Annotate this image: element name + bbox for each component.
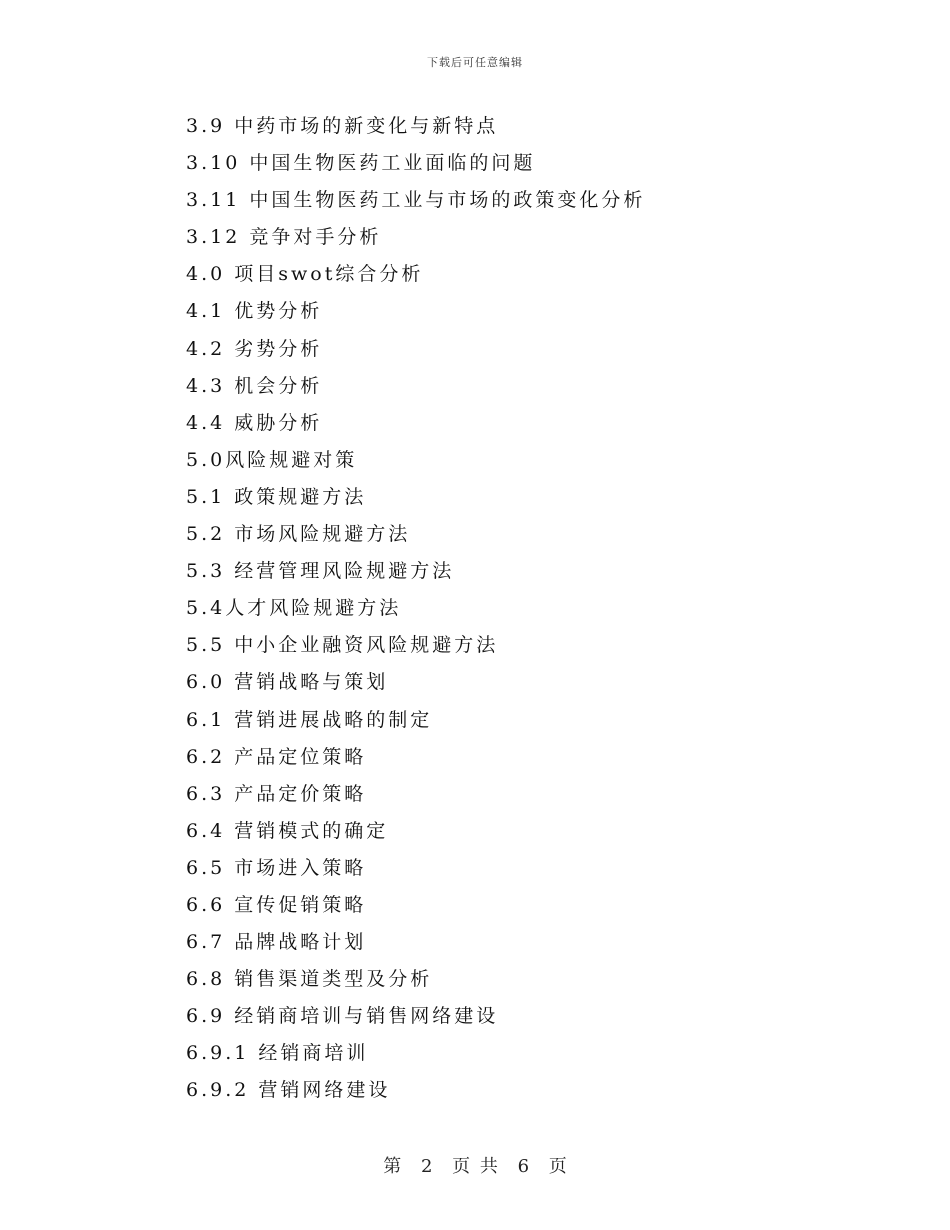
- page-footer-suffix: 页: [548, 1156, 567, 1177]
- table-of-contents: [186, 108, 886, 1110]
- toc-item: 3.9 中药市场的新变化与新特点: [186, 115, 499, 137]
- toc-item: 6.5 市场进入策略: [186, 856, 367, 879]
- toc-item: 6.4 营销模式的确定: [186, 819, 389, 842]
- page-footer-middle: 页 共: [452, 1156, 498, 1177]
- toc-item: 6.9.2 营销网络建设: [186, 1079, 391, 1102]
- toc-item: 6.1 营销进展战略的制定: [186, 708, 433, 731]
- toc-item: 4.4 威胁分析: [186, 411, 323, 434]
- toc-item: 6.2 产品定位策略: [186, 745, 367, 768]
- toc-item: 5.2 市场风险规避方法: [186, 523, 411, 546]
- page-header: 下载后可任意编辑: [427, 56, 523, 69]
- toc-item: 6.7 品牌战略计划: [186, 931, 367, 954]
- toc-item: 6.9 经销商培训与销售网络建设: [186, 1005, 499, 1028]
- toc-item: 6.9.1 经销商培训: [186, 1042, 369, 1065]
- page-footer: [0, 1152, 950, 1178]
- toc-item: 3.11 中国生物医药工业与市场的政策变化分析: [186, 189, 646, 212]
- toc-item: 3.12 竞争对手分析: [186, 226, 382, 249]
- toc-item: 4.2 劣势分析: [186, 337, 323, 360]
- page-footer-prefix: 第: [383, 1156, 402, 1177]
- toc-item: 5.1 政策规避方法: [186, 485, 367, 508]
- toc-item: 6.0 营销战略与策划: [186, 671, 389, 694]
- toc-item: 5.4人才风险规避方法: [186, 597, 402, 620]
- page-number: 2: [420, 1156, 433, 1177]
- toc-item: 4.1 优势分析: [186, 300, 323, 323]
- toc-item: 3.10 中国生物医药工业面临的问题: [186, 152, 536, 175]
- page-total: 6: [517, 1156, 530, 1177]
- toc-item: 5.0风险规避对策: [186, 448, 358, 471]
- toc-item: 6.6 宣传促销策略: [186, 893, 367, 916]
- toc-item: 6.3 产品定价策略: [186, 782, 367, 805]
- toc-item: 4.3 机会分析: [186, 374, 323, 397]
- toc-item: 4.0 项目swot综合分析: [186, 263, 424, 286]
- toc-item: 5.3 经营管理风险规避方法: [186, 560, 455, 583]
- toc-item: 5.5 中小企业融资风险规避方法: [186, 634, 499, 657]
- toc-item: 6.8 销售渠道类型及分析: [186, 968, 433, 991]
